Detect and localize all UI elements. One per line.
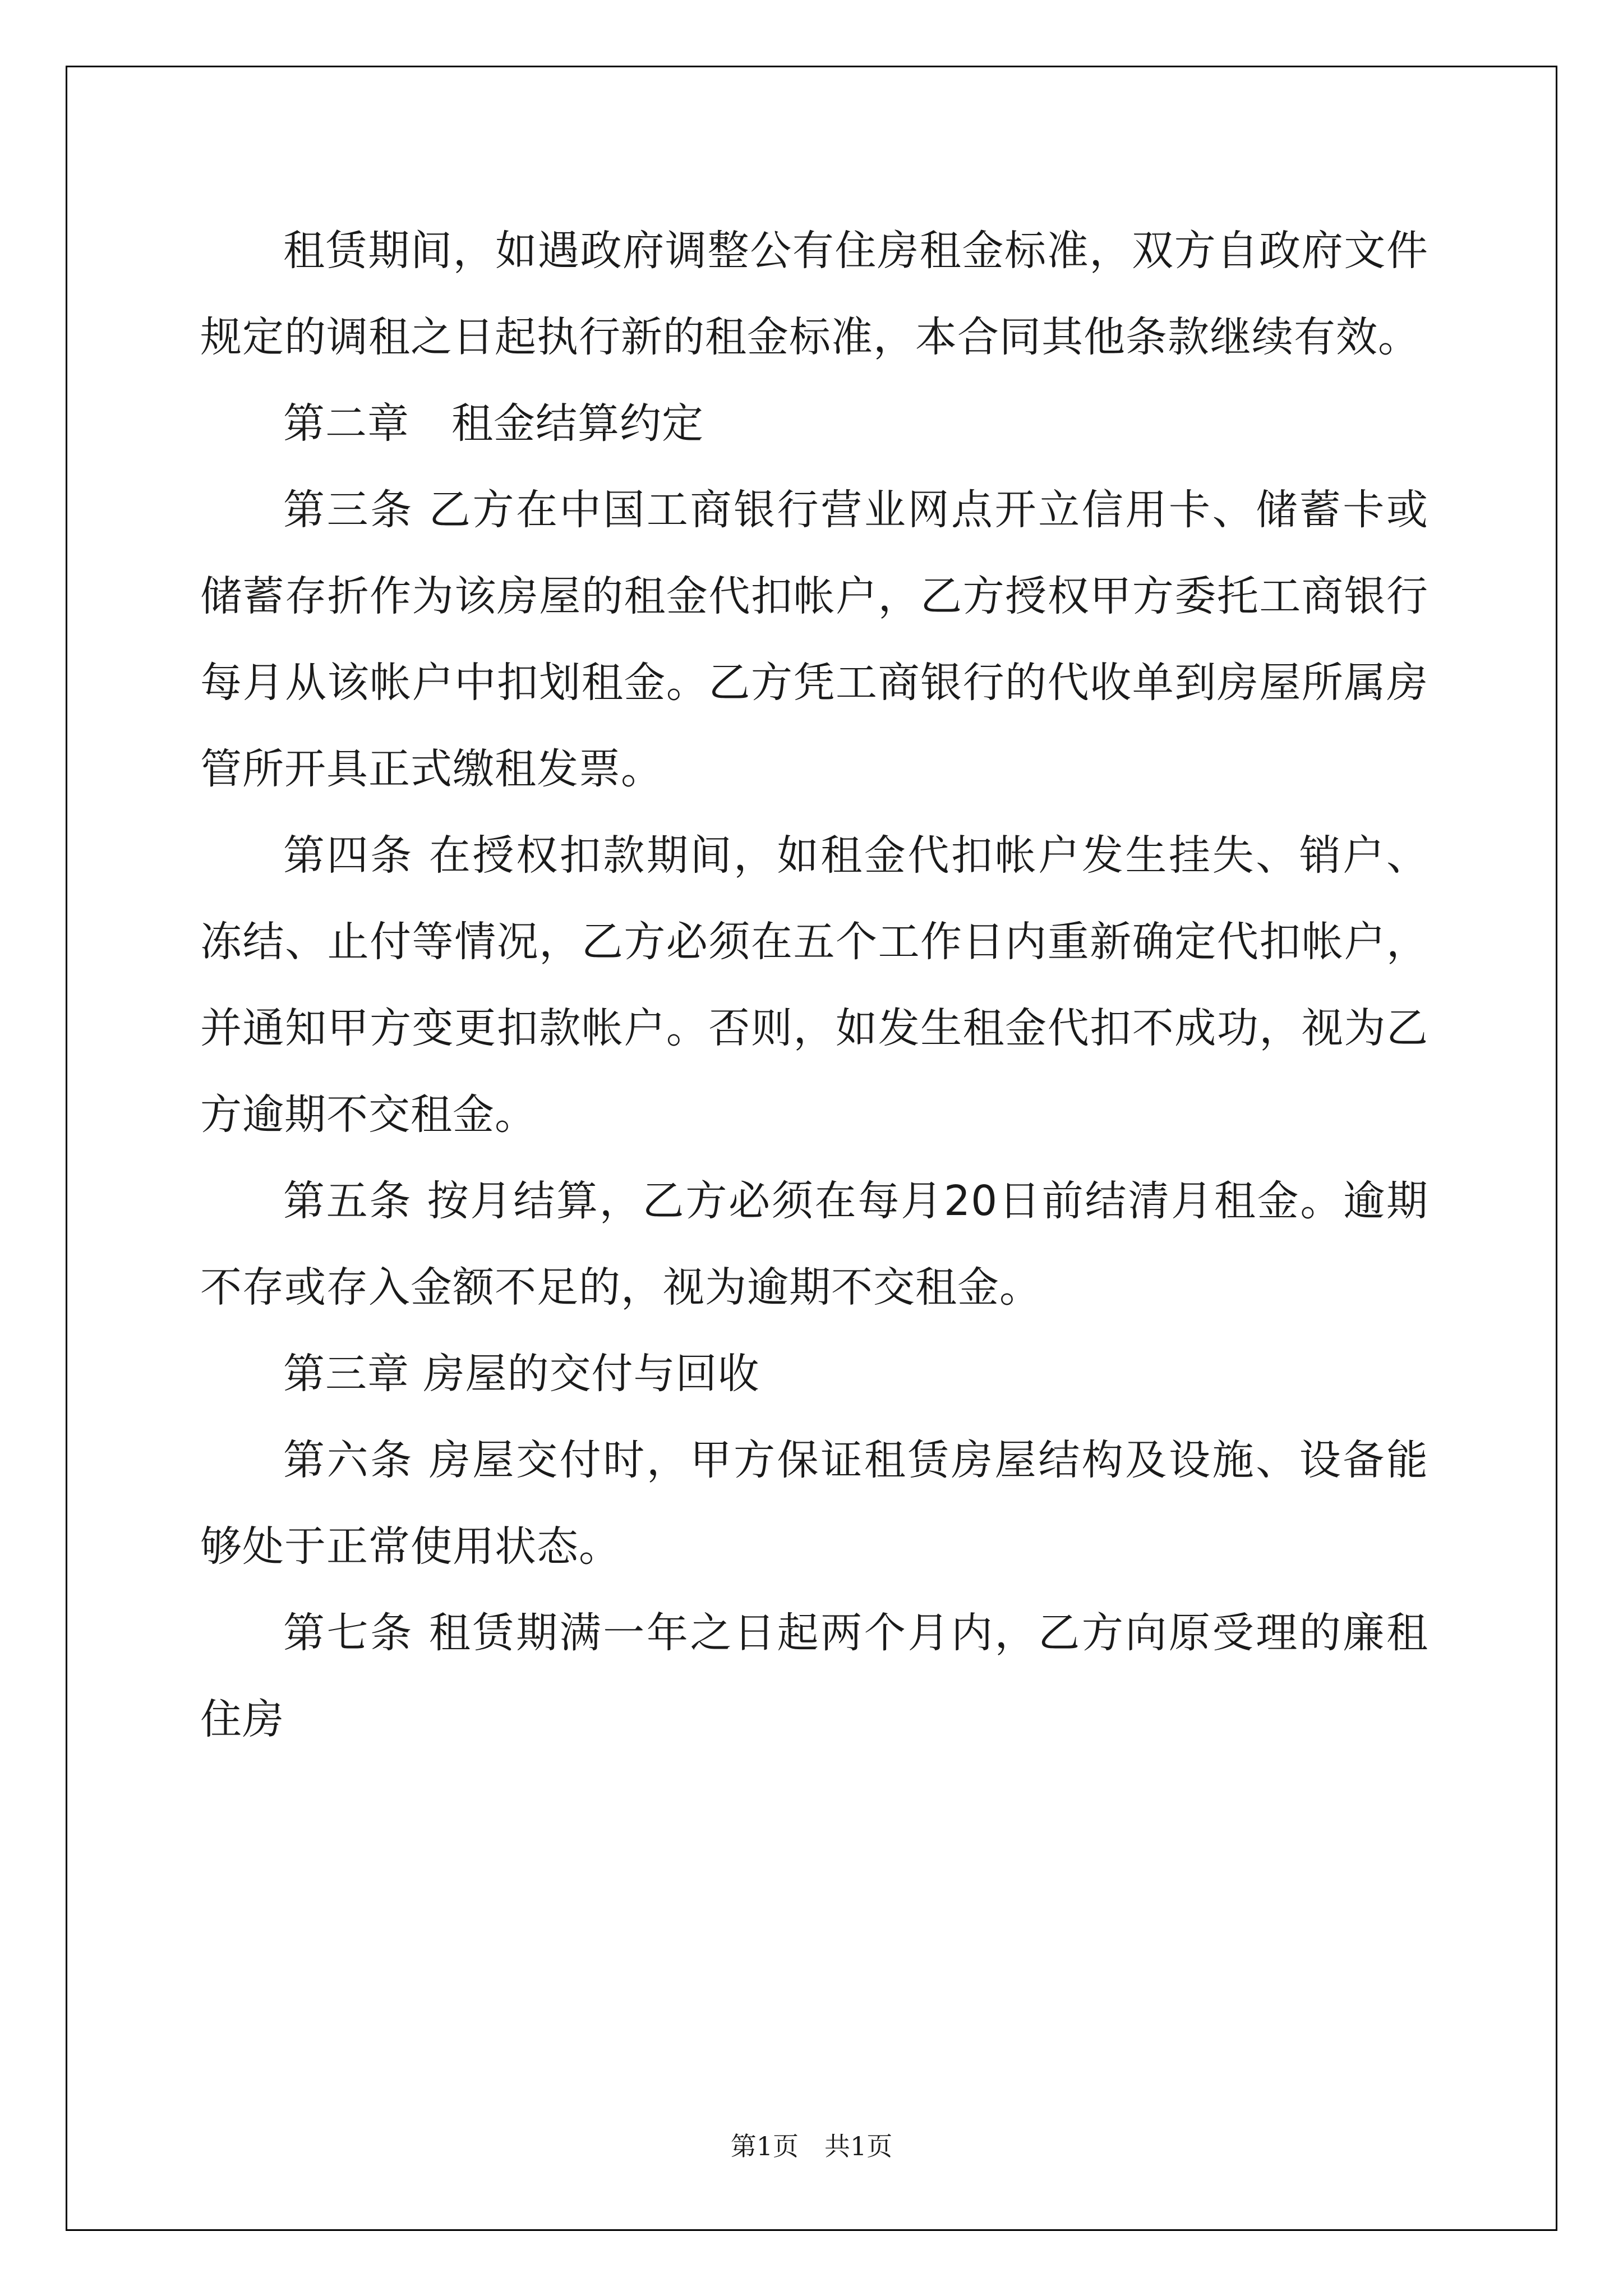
paragraph-rent-adjustment: 租赁期间，如遇政府调整公有住房租金标准，双方自政府文件规定的调租之日起执行新的租金标准，本合同其他条款继续有效。: [200, 227, 1428, 361]
article-3-paragraph: 第三条 乙方在中国工商银行营业网点开立信用卡、储蓄卡或储蓄存折作为该房屋的租金代扣帐户，乙方授权甲方委托工商银行每月从该帐户中扣划租金。乙方凭工商银行的代收单到房屋所属房管所开具正式缴租发票。: [200, 486, 1428, 793]
chapter-2-heading: 第二章 租金结算约定: [283, 399, 704, 448]
page-number: 第1页 共1页: [730, 2131, 893, 2161]
chapter-3-heading: 第三章 房屋的交付与回收: [283, 1350, 760, 1398]
article-7-paragraph: 第七条 租赁期满一年之日起两个月内，乙方向原受理的廉租住房: [200, 1609, 1428, 1743]
article-4-paragraph: 第四条 在授权扣款期间，如租金代扣帐户发生挂失、销户、冻结、止付等情况，乙方必须在五个工作日内重新确定代扣帐户，并通知甲方变更扣款帐户。否则，如发生租金代扣不成功，视为乙方逾期不交租金。: [200, 831, 1428, 1139]
page-footer: [0, 2126, 1623, 2163]
document-body: [200, 208, 1428, 1763]
article-6-paragraph: 第六条 房屋交付时，甲方保证租赁房屋结构及设施、设备能够处于正常使用状态。: [200, 1436, 1428, 1571]
article-5-paragraph: 第五条 按月结算，乙方必须在每月20日前结清月租金。逾期不存或存入金额不足的，视为逾期不交租金。: [200, 1177, 1428, 1312]
